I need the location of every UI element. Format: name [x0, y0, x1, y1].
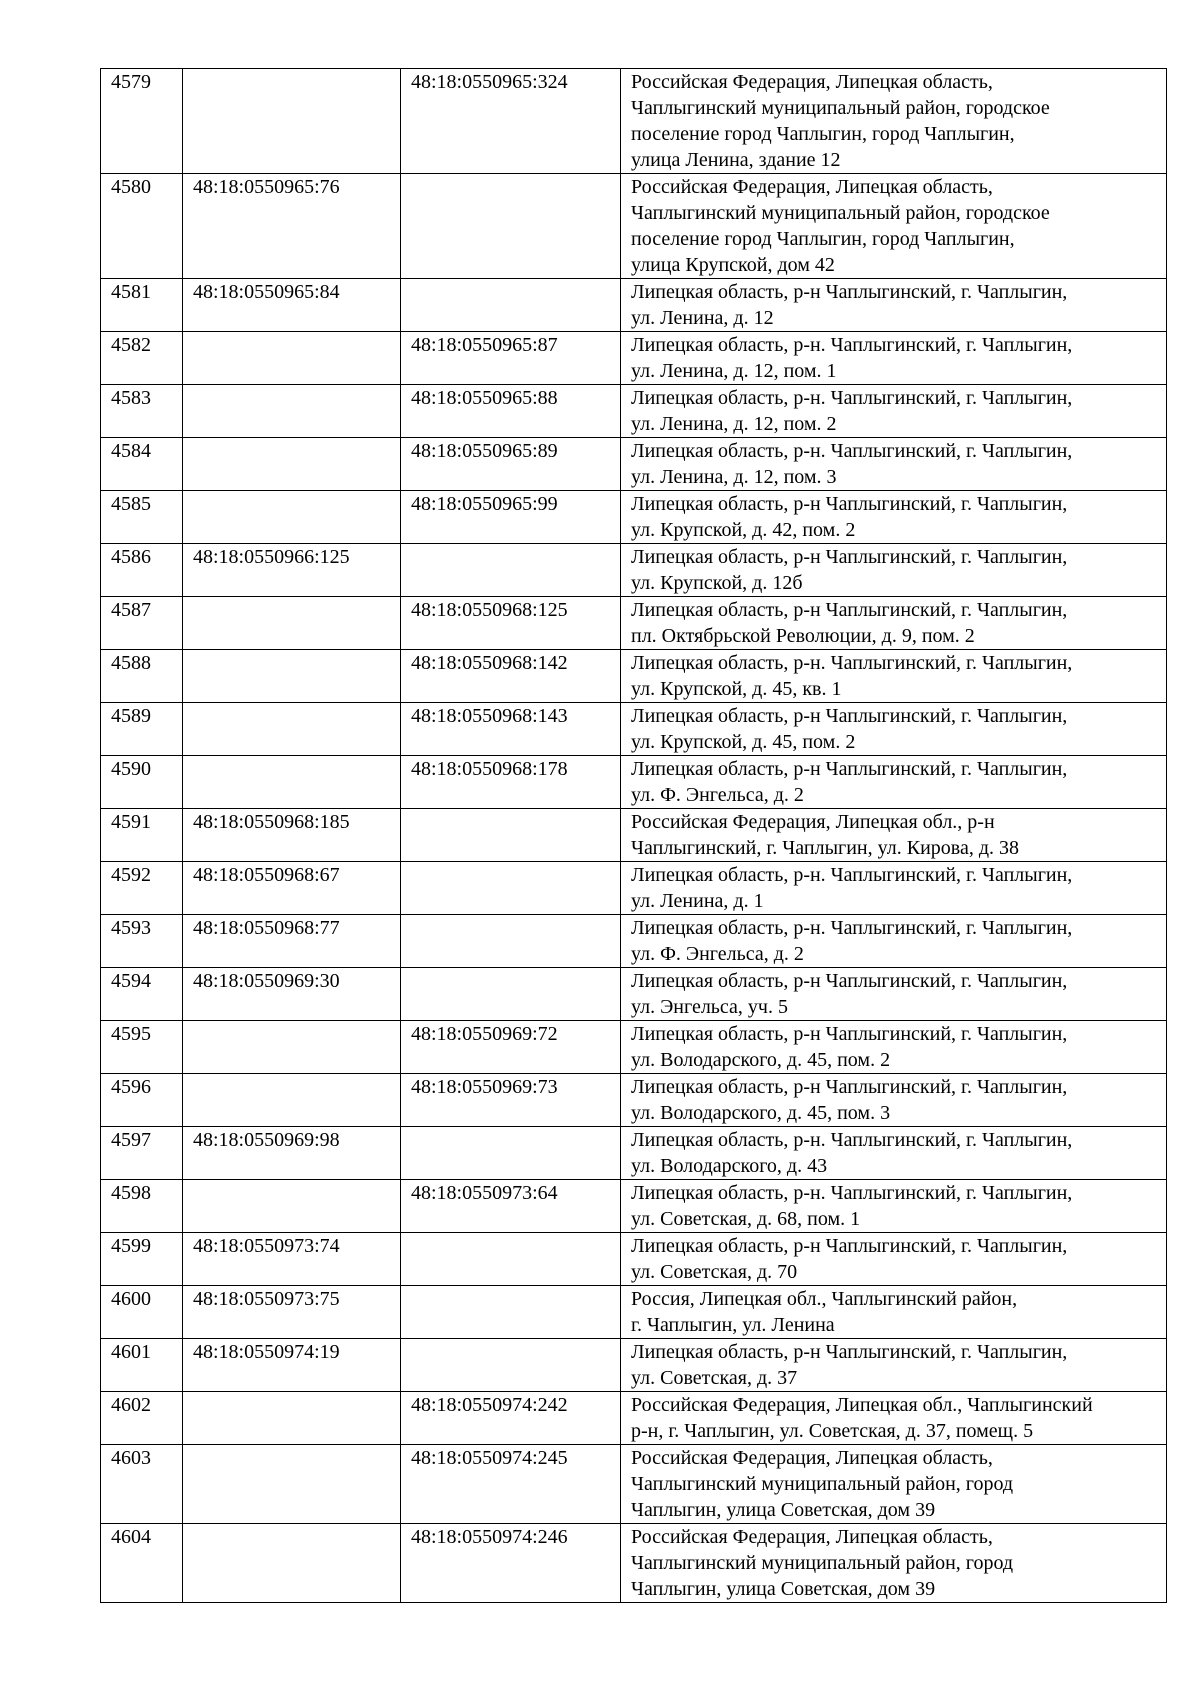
land-cadastral-number-cell	[183, 703, 401, 756]
table-body	[101, 69, 1167, 1603]
land-cadastral-number-cell	[183, 385, 401, 438]
object-cadastral-number-cell	[401, 862, 621, 915]
land-cadastral-number-cell	[183, 1021, 401, 1074]
object-cadastral-number-cell: 48:18:0550974:245	[401, 1445, 621, 1524]
address-cell: Липецкая область, р-н Чаплыгинский, г. Чаплыгин, ул. Крупской, д. 12б	[621, 544, 1167, 597]
row-number-cell: 4599	[101, 1233, 183, 1286]
table-row	[101, 1127, 1167, 1180]
row-number-cell: 4589	[101, 703, 183, 756]
address-cell: Российская Федерация, Липецкая обл., р-н Чаплыгинский, г. Чаплыгин, ул. Кирова, д. 38	[621, 809, 1167, 862]
row-number-cell: 4583	[101, 385, 183, 438]
object-cadastral-number-cell	[401, 1339, 621, 1392]
address-cell: Российская Федерация, Липецкая область, Чаплыгинский муниципальный район, город Чаплыгин, улица Советская, дом 39	[621, 1445, 1167, 1524]
address-cell: Российская Федерация, Липецкая область, Чаплыгинский муниципальный район, город Чаплыгин, улица Советская, дом 39	[621, 1524, 1167, 1603]
table-row	[101, 279, 1167, 332]
table-row	[101, 1524, 1167, 1603]
row-number-cell: 4582	[101, 332, 183, 385]
object-cadastral-number-cell: 48:18:0550968:178	[401, 756, 621, 809]
land-cadastral-number-cell: 48:18:0550968:185	[183, 809, 401, 862]
object-cadastral-number-cell	[401, 968, 621, 1021]
object-cadastral-number-cell: 48:18:0550965:99	[401, 491, 621, 544]
table-row	[101, 1339, 1167, 1392]
table-row	[101, 544, 1167, 597]
row-number-cell: 4600	[101, 1286, 183, 1339]
table-row	[101, 1445, 1167, 1524]
land-cadastral-number-cell: 48:18:0550965:84	[183, 279, 401, 332]
row-number-cell: 4579	[101, 69, 183, 174]
address-cell: Липецкая область, р-н Чаплыгинский, г. Чаплыгин, ул. Ф. Энгельса, д. 2	[621, 756, 1167, 809]
object-cadastral-number-cell: 48:18:0550965:89	[401, 438, 621, 491]
table-row	[101, 491, 1167, 544]
row-number-cell: 4603	[101, 1445, 183, 1524]
address-cell: Липецкая область, р-н Чаплыгинский, г. Чаплыгин, ул. Крупской, д. 42, пом. 2	[621, 491, 1167, 544]
land-cadastral-number-cell	[183, 1074, 401, 1127]
row-number-cell: 4580	[101, 174, 183, 279]
row-number-cell: 4601	[101, 1339, 183, 1392]
land-cadastral-number-cell: 48:18:0550966:125	[183, 544, 401, 597]
table-row	[101, 1074, 1167, 1127]
land-cadastral-number-cell	[183, 438, 401, 491]
land-cadastral-number-cell	[183, 1524, 401, 1603]
address-cell: Липецкая область, р-н. Чаплыгинский, г. Чаплыгин, ул. Советская, д. 68, пом. 1	[621, 1180, 1167, 1233]
land-cadastral-number-cell: 48:18:0550965:76	[183, 174, 401, 279]
object-cadastral-number-cell	[401, 544, 621, 597]
address-cell: Липецкая область, р-н Чаплыгинский, г. Чаплыгин, ул. Ленина, д. 12	[621, 279, 1167, 332]
address-cell: Российская Федерация, Липецкая обл., Чаплыгинский р-н, г. Чаплыгин, ул. Советская, д. 37, помещ. 5	[621, 1392, 1167, 1445]
object-cadastral-number-cell: 48:18:0550965:87	[401, 332, 621, 385]
object-cadastral-number-cell: 48:18:0550968:142	[401, 650, 621, 703]
table-row	[101, 332, 1167, 385]
row-number-cell: 4597	[101, 1127, 183, 1180]
land-cadastral-number-cell: 48:18:0550968:67	[183, 862, 401, 915]
table-row	[101, 438, 1167, 491]
row-number-cell: 4588	[101, 650, 183, 703]
land-cadastral-number-cell: 48:18:0550969:30	[183, 968, 401, 1021]
address-cell: Липецкая область, р-н Чаплыгинский, г. Чаплыгин, ул. Энгельса, уч. 5	[621, 968, 1167, 1021]
row-number-cell: 4604	[101, 1524, 183, 1603]
object-cadastral-number-cell: 48:18:0550969:72	[401, 1021, 621, 1074]
object-cadastral-number-cell: 48:18:0550965:88	[401, 385, 621, 438]
object-cadastral-number-cell	[401, 915, 621, 968]
object-cadastral-number-cell: 48:18:0550974:242	[401, 1392, 621, 1445]
object-cadastral-number-cell	[401, 1286, 621, 1339]
address-cell: Липецкая область, р-н. Чаплыгинский, г. Чаплыгин, ул. Крупской, д. 45, кв. 1	[621, 650, 1167, 703]
address-cell: Липецкая область, р-н Чаплыгинский, г. Чаплыгин, ул. Володарского, д. 45, пом. 3	[621, 1074, 1167, 1127]
table-row	[101, 968, 1167, 1021]
row-number-cell: 4593	[101, 915, 183, 968]
address-cell: Липецкая область, р-н Чаплыгинский, г. Чаплыгин, ул. Советская, д. 37	[621, 1339, 1167, 1392]
row-number-cell: 4587	[101, 597, 183, 650]
row-number-cell: 4594	[101, 968, 183, 1021]
object-cadastral-number-cell	[401, 1233, 621, 1286]
table-row	[101, 1392, 1167, 1445]
table-row	[101, 862, 1167, 915]
row-number-cell: 4581	[101, 279, 183, 332]
cadastral-table	[100, 68, 1167, 1603]
row-number-cell: 4602	[101, 1392, 183, 1445]
land-cadastral-number-cell	[183, 491, 401, 544]
address-cell: Липецкая область, р-н Чаплыгинский, г. Чаплыгин, ул. Володарского, д. 45, пом. 2	[621, 1021, 1167, 1074]
object-cadastral-number-cell	[401, 1127, 621, 1180]
row-number-cell: 4585	[101, 491, 183, 544]
address-cell: Липецкая область, р-н. Чаплыгинский, г. Чаплыгин, ул. Ленина, д. 12, пом. 1	[621, 332, 1167, 385]
land-cadastral-number-cell	[183, 756, 401, 809]
table-row	[101, 1021, 1167, 1074]
land-cadastral-number-cell: 48:18:0550974:19	[183, 1339, 401, 1392]
table-row	[101, 385, 1167, 438]
table-row	[101, 69, 1167, 174]
land-cadastral-number-cell: 48:18:0550973:74	[183, 1233, 401, 1286]
land-cadastral-number-cell: 48:18:0550969:98	[183, 1127, 401, 1180]
document-page	[100, 68, 1166, 1603]
land-cadastral-number-cell: 48:18:0550968:77	[183, 915, 401, 968]
address-cell: Российская Федерация, Липецкая область, Чаплыгинский муниципальный район, городское поселение город Чаплыгин, город Чаплыгин, улица Ленина, здание 12	[621, 69, 1167, 174]
land-cadastral-number-cell	[183, 69, 401, 174]
object-cadastral-number-cell: 48:18:0550969:73	[401, 1074, 621, 1127]
table-row	[101, 1180, 1167, 1233]
row-number-cell: 4592	[101, 862, 183, 915]
row-number-cell: 4596	[101, 1074, 183, 1127]
address-cell: Россия, Липецкая обл., Чаплыгинский район, г. Чаплыгин, ул. Ленина	[621, 1286, 1167, 1339]
table-row	[101, 915, 1167, 968]
table-row	[101, 809, 1167, 862]
object-cadastral-number-cell	[401, 809, 621, 862]
land-cadastral-number-cell	[183, 1180, 401, 1233]
address-cell: Липецкая область, р-н. Чаплыгинский, г. Чаплыгин, ул. Ленина, д. 12, пом. 2	[621, 385, 1167, 438]
land-cadastral-number-cell	[183, 1392, 401, 1445]
address-cell: Липецкая область, р-н Чаплыгинский, г. Чаплыгин, ул. Советская, д. 70	[621, 1233, 1167, 1286]
address-cell: Российская Федерация, Липецкая область, Чаплыгинский муниципальный район, городское поселение город Чаплыгин, город Чаплыгин, улица Крупской, дом 42	[621, 174, 1167, 279]
table-row	[101, 1286, 1167, 1339]
land-cadastral-number-cell	[183, 650, 401, 703]
address-cell: Липецкая область, р-н Чаплыгинский, г. Чаплыгин, ул. Крупской, д. 45, пом. 2	[621, 703, 1167, 756]
address-cell: Липецкая область, р-н. Чаплыгинский, г. Чаплыгин, ул. Володарского, д. 43	[621, 1127, 1167, 1180]
object-cadastral-number-cell: 48:18:0550965:324	[401, 69, 621, 174]
object-cadastral-number-cell: 48:18:0550968:143	[401, 703, 621, 756]
object-cadastral-number-cell	[401, 174, 621, 279]
address-cell: Липецкая область, р-н. Чаплыгинский, г. Чаплыгин, ул. Ленина, д. 12, пом. 3	[621, 438, 1167, 491]
object-cadastral-number-cell	[401, 279, 621, 332]
table-row	[101, 597, 1167, 650]
row-number-cell: 4584	[101, 438, 183, 491]
land-cadastral-number-cell	[183, 332, 401, 385]
table-row	[101, 756, 1167, 809]
land-cadastral-number-cell: 48:18:0550973:75	[183, 1286, 401, 1339]
table-row	[101, 650, 1167, 703]
land-cadastral-number-cell	[183, 597, 401, 650]
object-cadastral-number-cell: 48:18:0550973:64	[401, 1180, 621, 1233]
address-cell: Липецкая область, р-н. Чаплыгинский, г. Чаплыгин, ул. Ф. Энгельса, д. 2	[621, 915, 1167, 968]
address-cell: Липецкая область, р-н Чаплыгинский, г. Чаплыгин, пл. Октябрьской Революции, д. 9, пом. 2	[621, 597, 1167, 650]
row-number-cell: 4595	[101, 1021, 183, 1074]
row-number-cell: 4591	[101, 809, 183, 862]
object-cadastral-number-cell: 48:18:0550974:246	[401, 1524, 621, 1603]
row-number-cell: 4586	[101, 544, 183, 597]
object-cadastral-number-cell: 48:18:0550968:125	[401, 597, 621, 650]
table-row	[101, 1233, 1167, 1286]
land-cadastral-number-cell	[183, 1445, 401, 1524]
address-cell: Липецкая область, р-н. Чаплыгинский, г. Чаплыгин, ул. Ленина, д. 1	[621, 862, 1167, 915]
row-number-cell: 4590	[101, 756, 183, 809]
table-row	[101, 174, 1167, 279]
table-row	[101, 703, 1167, 756]
row-number-cell: 4598	[101, 1180, 183, 1233]
